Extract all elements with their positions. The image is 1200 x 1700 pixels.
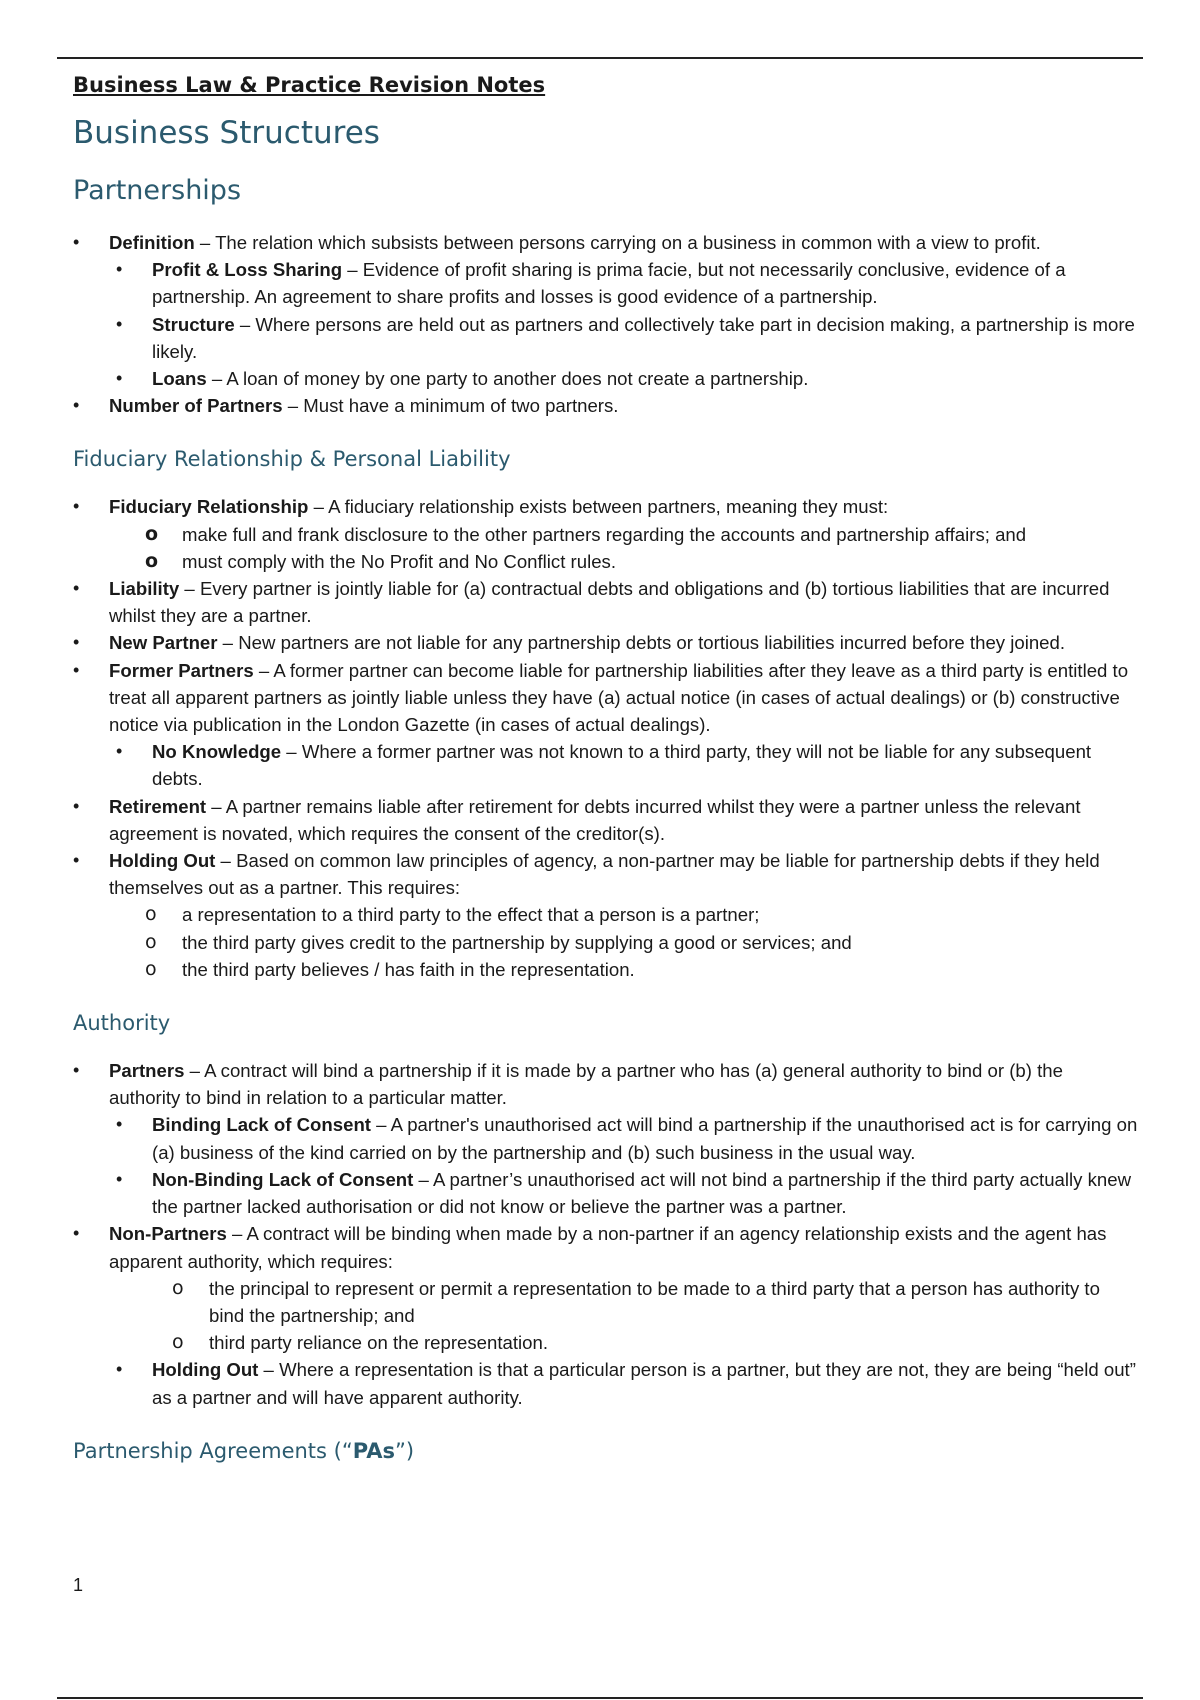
bullet-icon: • [73, 795, 80, 816]
item-text: A contract will be binding when made by a non-partner if an agency relationship exists and the agent has apparent authority, which requires: [109, 1223, 1107, 1272]
circle-bullet-icon: o [172, 1276, 184, 1299]
term-label: Fiduciary Relationship [109, 496, 309, 518]
heading-text-suffix: ”) [394, 1438, 415, 1463]
circle-bullet-icon: o [172, 1331, 184, 1354]
item-text: make full and frank disclosure to the other partners regarding the accounts and partnership affairs; and [182, 523, 1027, 545]
bullet-list [73, 229, 1138, 419]
term-label: Partners [109, 1060, 185, 1082]
list-item [73, 548, 1138, 575]
item-text: A fiduciary relationship exists between partners, meaning they must: [328, 496, 889, 518]
list-item [73, 956, 1138, 983]
term-label: Structure [152, 313, 235, 335]
bottom-rule [57, 1697, 1143, 1699]
list-item [73, 575, 1138, 629]
item-text: A contract will bind a partnership if it is made by a partner who has (a) general authority to bind or (b) the authority to bind in relation to a particular matter. [109, 1060, 1063, 1109]
list-item [73, 1166, 1138, 1220]
list-item [73, 657, 1138, 739]
list-item [73, 793, 1138, 847]
bullet-icon: • [116, 313, 123, 334]
item-text: the third party gives credit to the partnership by supplying a good or services; and [182, 931, 852, 953]
item-text: Where a former partner was not known to a third party, they will not be liable for any subsequent debts. [152, 741, 1092, 790]
list-item [73, 392, 1138, 419]
term-separator: – [282, 395, 304, 417]
bullet-icon: • [73, 496, 80, 517]
list-item [73, 929, 1138, 956]
list-item [73, 1356, 1138, 1410]
item-text: third party reliance on the representation. [209, 1332, 549, 1354]
document-body [73, 72, 1138, 1465]
bullet-icon: • [73, 578, 80, 599]
term-separator: – [258, 1359, 280, 1381]
list-item [73, 629, 1138, 656]
term-label: New Partner [109, 632, 218, 654]
heading-text: Partnership Agreements (“ [73, 1438, 353, 1463]
circle-bullet-icon: o [145, 549, 159, 572]
term-label: Definition [109, 232, 195, 253]
bullet-icon: • [116, 368, 123, 389]
item-text: Every partner is jointly liable for (a) contractual debts and obligations and (b) tortious liabilities that are incurred whilst they are a partner. [109, 578, 1110, 627]
item-text: Based on common law principles of agency, a non-partner may be liable for partnership debts if they held themselves out as a partner. This requires: [109, 850, 1100, 899]
heading-partnerships: Partnerships [73, 175, 242, 206]
list-item [73, 1275, 1138, 1329]
term-separator: – [342, 259, 363, 281]
bullet-icon: • [73, 850, 80, 871]
term-label: Liability [109, 578, 180, 600]
list-item [73, 311, 1138, 365]
term-separator: – [206, 368, 227, 390]
sections-container [73, 229, 1138, 1411]
term-label: Number of Partners [109, 395, 283, 417]
list-item [73, 847, 1138, 901]
term-label: Holding Out [152, 1359, 259, 1381]
item-text: Must have a minimum of two partners. [303, 395, 619, 417]
circle-bullet-icon: o [145, 930, 157, 953]
list-item [73, 493, 1138, 520]
item-text: A partner's unauthorised act will bind a partnership if the unauthorised act is for carrying on (a) business of the kind carried on by the partnership and (b) such business in the usual way. [152, 1114, 1138, 1163]
term-separator: – [206, 795, 226, 817]
list-item [73, 229, 1138, 256]
document-title: Business Law & Practice Revision Notes [73, 73, 546, 97]
term-separator: – [226, 1223, 247, 1245]
item-text: the principal to represent or permit a representation to be made to a third party that a person has authority to bind the partnership; and [209, 1277, 1100, 1326]
item-text: Evidence of profit sharing is prima facie, but not necessarily conclusive, evidence of a partnership. An agreement to share profits and losses is good evidence of a partnership. [152, 259, 1066, 308]
bullet-icon: • [116, 259, 123, 280]
list-item [73, 1329, 1138, 1356]
list-item [73, 1057, 1138, 1111]
bullet-icon: • [73, 232, 80, 252]
term-label: Loans [152, 368, 207, 390]
list-item [73, 1111, 1138, 1165]
term-separator: – [184, 1060, 205, 1082]
bullet-icon: • [73, 395, 80, 416]
item-text: New partners are not liable for any partnership debts or tortious liabilities incurred before they joined. [238, 632, 1066, 654]
heading-partnership-agreements [73, 1437, 1138, 1465]
term-separator: – [308, 496, 329, 518]
section-heading: Fiduciary Relationship & Personal Liability [73, 447, 511, 472]
item-text: A loan of money by one party to another does not create a partnership. [226, 368, 809, 390]
term-separator: – [215, 850, 237, 872]
term-separator: – [179, 578, 200, 600]
top-rule [57, 57, 1143, 59]
term-label: Holding Out [109, 850, 216, 872]
list-item [73, 738, 1138, 792]
heading-bold-text: PAs [352, 1438, 395, 1463]
bullet-list [73, 1057, 1138, 1411]
item-text: The relation which subsists between persons carrying on a business in common with a view to profit. [215, 232, 1041, 253]
term-separator: – [217, 632, 239, 654]
term-label: No Knowledge [152, 741, 282, 763]
list-item [73, 365, 1138, 392]
bullet-icon: • [73, 1223, 80, 1244]
bullet-icon: • [116, 1114, 123, 1135]
term-label: Binding Lack of Consent [152, 1114, 371, 1136]
circle-bullet-icon: o [145, 903, 157, 926]
list-item [73, 521, 1138, 548]
bullet-icon: • [73, 632, 80, 653]
list-item [73, 1220, 1138, 1274]
item-text: A former partner can become liable for partnership liabilities after they leave as a third party is entitled to treat all apparent partners as jointly liable unless they have (a) actual notice (in cases of actual dealings) or (b) constructive notice via publication in the London Gazette (in cases of actual dealings). [109, 659, 1129, 736]
term-separator: – [194, 232, 216, 253]
list-item [73, 256, 1138, 310]
item-text: Where a representation is that a particular person is a partner, but they are not, they are being “held out” as a partner and will have apparent authority. [152, 1359, 1136, 1408]
circle-bullet-icon: o [145, 957, 157, 980]
heading-business-structures: Business Structures [73, 115, 380, 151]
term-label: Former Partners [109, 659, 254, 681]
bullet-icon: • [73, 659, 80, 680]
bullet-icon: • [116, 1359, 123, 1380]
item-text: A partner’s unauthorised act will not bind a partnership if the third party actually knew the partner lacked authorisation or did not know or believe the partner was a partner. [152, 1168, 1132, 1218]
item-text: the third party believes / has faith in the representation. [182, 958, 635, 980]
page-number: 1 [73, 1575, 84, 1595]
term-label: Non-Partners [109, 1223, 227, 1245]
term-label: Profit & Loss Sharing [152, 259, 343, 281]
term-separator: – [281, 741, 302, 763]
term-separator: – [413, 1168, 433, 1190]
section-heading: Authority [73, 1011, 171, 1036]
list-item [73, 901, 1138, 928]
term-separator: – [234, 313, 256, 335]
term-separator: – [371, 1114, 391, 1136]
term-separator: – [253, 659, 274, 681]
bullet-icon: • [73, 1060, 80, 1081]
circle-bullet-icon: o [145, 522, 159, 545]
item-text: Where persons are held out as partners and collectively take part in decision making, a partnership is more likely. [152, 313, 1135, 362]
item-text: A partner remains liable after retirement for debts incurred whilst they were a partner unless the relevant agreement is novated, which requires the consent of the creditor(s). [109, 795, 1081, 844]
term-label: Retirement [109, 795, 207, 817]
item-text: a representation to a third party to the effect that a person is a partner; [182, 904, 760, 926]
term-label: Non-Binding Lack of Consent [152, 1168, 414, 1190]
bullet-icon: • [116, 741, 123, 762]
bullet-list [73, 493, 1138, 983]
item-text: must comply with the No Profit and No Conflict rules. [182, 550, 617, 572]
bullet-icon: • [116, 1168, 123, 1189]
